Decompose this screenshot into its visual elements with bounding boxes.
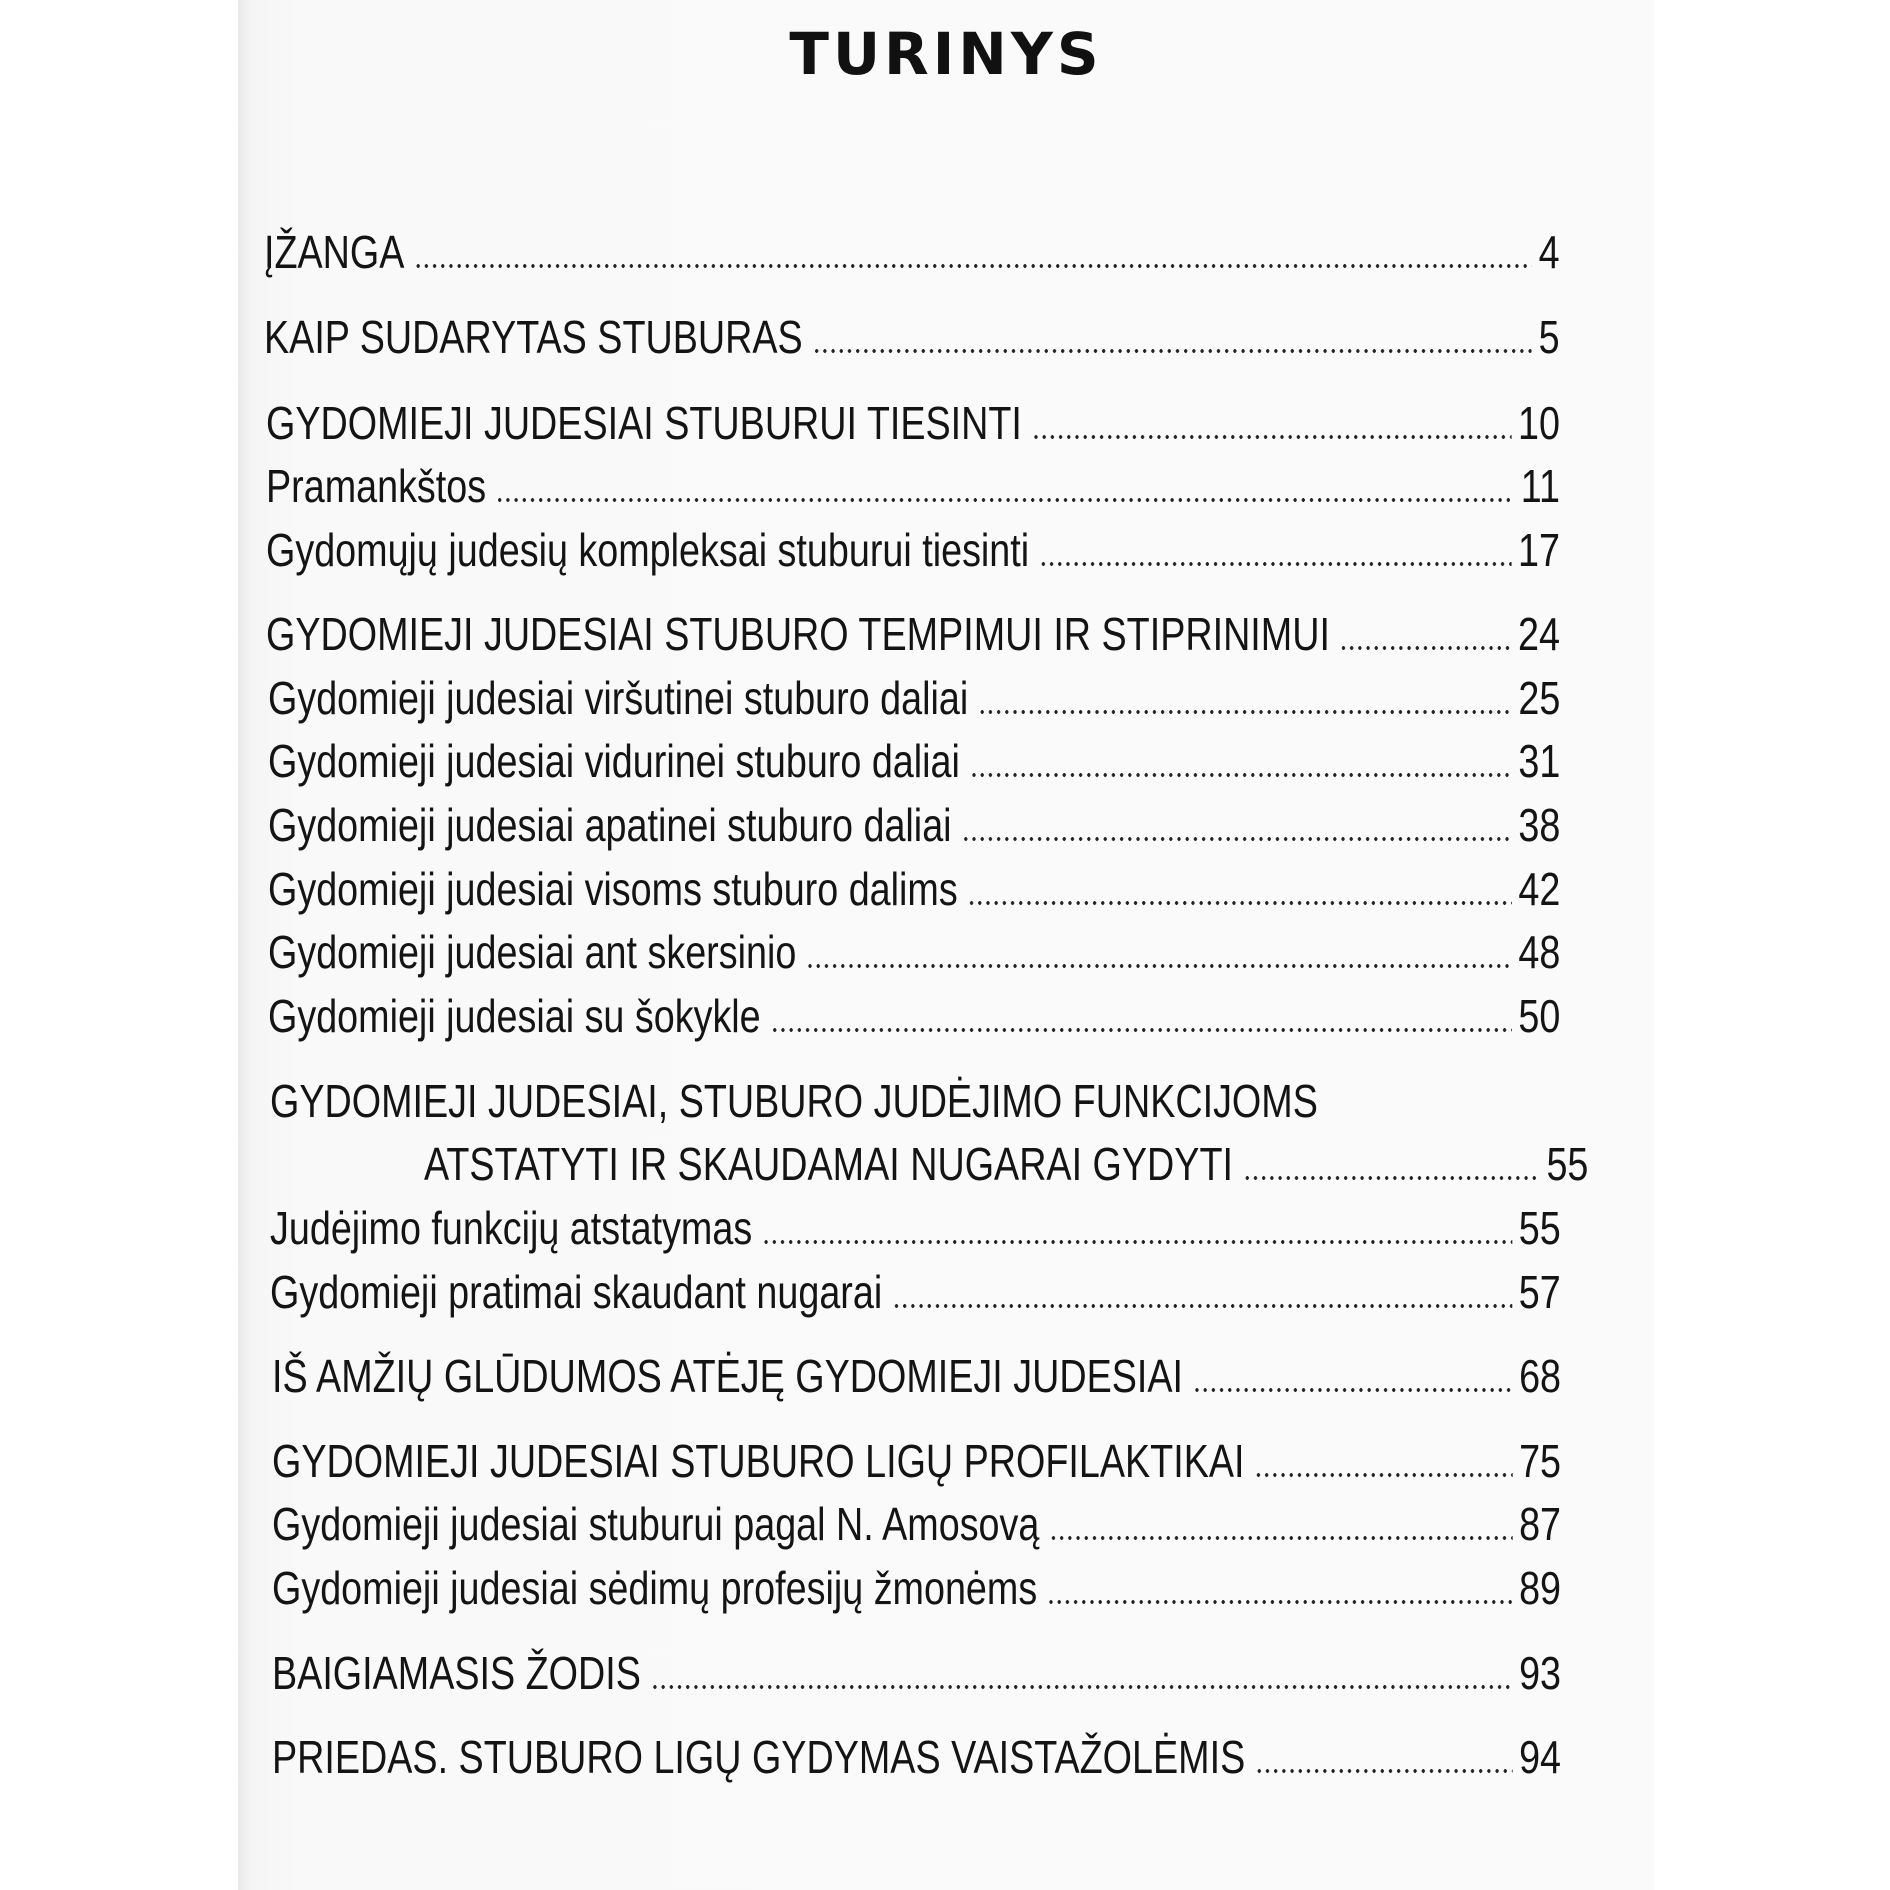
toc-entry: [272, 1732, 1561, 1782]
toc-entry-label: IŠ AMŽIŲ GLŪDUMOS ATĖJĘ GYDOMIEJI JUDESIAI: [272, 1350, 1184, 1402]
toc-page-number: 11: [1520, 460, 1560, 512]
leader-dots: [1193, 1388, 1513, 1392]
toc-entry-label: Gydomieji judesiai visoms stuburo dalims: [268, 863, 958, 915]
toc-entry-label: Gydomieji pratimai skaudant nugarai: [270, 1266, 883, 1318]
toc-entry: [272, 1499, 1561, 1549]
toc-page-number: 68: [1519, 1350, 1562, 1402]
toc-entry: [266, 609, 1560, 659]
toc-page-number: 10: [1517, 397, 1560, 449]
toc-page-number: 89: [1519, 1562, 1562, 1614]
toc-entry-label: BAIGIAMASIS ŽODIS: [272, 1647, 641, 1699]
toc-page-number: 38: [1518, 799, 1561, 851]
toc-entry-label: Gydomieji judesiai vidurinei stuburo daliai: [268, 735, 960, 787]
toc-page-number: 48: [1518, 926, 1561, 978]
toc-entry: [270, 1267, 1561, 1317]
leader-dots: [1255, 1769, 1512, 1773]
toc-entry-label: ATSTATYTI IR SKAUDAMAI NUGARAI GYDYTI: [424, 1138, 1233, 1190]
toc-entry-label: GYDOMIEJI JUDESIAI STUBURO TEMPIMUI IR STIPRINIMUI: [266, 608, 1330, 660]
toc-entry-label: Gydomieji judesiai apatinei stuburo daliai: [268, 799, 952, 851]
toc-entry: [268, 864, 1560, 914]
toc-page-number: 57: [1518, 1266, 1561, 1318]
leader-dots: [1340, 646, 1512, 650]
leader-dots: [978, 710, 1512, 714]
leader-dots: [970, 773, 1512, 777]
leader-dots: [961, 837, 1511, 841]
leader-dots: [892, 1304, 1512, 1308]
leader-dots: [496, 498, 1514, 502]
toc-entry: [266, 398, 1560, 448]
leader-dots: [806, 964, 1512, 968]
toc-page-number: 75: [1519, 1435, 1562, 1487]
toc-page-number: 5: [1538, 311, 1560, 363]
toc-entry-label: KAIP SUDARYTAS STUBURAS: [264, 311, 803, 363]
toc-page-number: 50: [1518, 990, 1561, 1042]
toc-page-number: 42: [1518, 863, 1561, 915]
toc-page-number: 17: [1517, 524, 1560, 576]
toc-entry-label: Gydomieji judesiai su šokykle: [268, 990, 761, 1042]
toc-entry: [268, 673, 1560, 723]
toc-page-number: 87: [1519, 1498, 1562, 1550]
toc-entry-label: GYDOMIEJI JUDESIAI STUBURUI TIESINTI: [266, 397, 1022, 449]
leader-dots: [813, 349, 1532, 353]
leader-dots: [1032, 435, 1512, 439]
leader-dots: [1049, 1536, 1512, 1540]
leader-dots: [414, 264, 1532, 268]
leader-dots: [1243, 1176, 1540, 1180]
toc-entry: [272, 1648, 1561, 1698]
toc-entry-label: ĮŽANGA: [264, 226, 405, 278]
toc-entry-label: Gydomieji judesiai ant skersinio: [268, 926, 797, 978]
toc-entry-label: Judėjimo funkcijų atstatymas: [270, 1202, 753, 1254]
leader-dots: [1039, 562, 1511, 566]
toc-page-number: 55: [1518, 1202, 1561, 1254]
leader-dots: [762, 1240, 1512, 1244]
page-title: TURINYS: [789, 20, 1103, 88]
toc-entry: [268, 800, 1560, 850]
toc-entry: [266, 525, 1560, 575]
toc-entry-label: Gydomųjų judesių kompleksai stuburui tiesinti: [266, 524, 1030, 576]
toc-entry-label: PRIEDAS. STUBURO LIGŲ GYDYMAS VAISTAŽOLĖMIS: [272, 1731, 1246, 1783]
toc-entry: [424, 1139, 1588, 1189]
toc-page-number: 31: [1518, 735, 1561, 787]
toc-page-number: 93: [1519, 1647, 1562, 1699]
toc-page-number: 24: [1517, 608, 1560, 660]
book-page: [238, 0, 1654, 1890]
toc-entry: [264, 227, 1560, 277]
toc-entry: [272, 1436, 1561, 1486]
toc-entry: [266, 461, 1560, 511]
toc-entry: [272, 1351, 1561, 1401]
toc-page-number: 55: [1546, 1138, 1589, 1190]
toc-entry: [264, 312, 1560, 362]
toc-entry: [268, 991, 1560, 1041]
toc-entry-label: GYDOMIEJI JUDESIAI STUBURO LIGŲ PROFILAKTIKAI: [272, 1435, 1245, 1487]
toc-entry-label: Gydomieji judesiai sėdimų profesijų žmonėms: [272, 1562, 1038, 1614]
toc-entry: [268, 736, 1560, 786]
leader-dots: [968, 901, 1512, 905]
toc-entry: [268, 927, 1560, 977]
toc-page-number: 25: [1518, 672, 1561, 724]
toc-entry-label: Gydomieji judesiai viršutinei stuburo daliai: [268, 672, 969, 724]
leader-dots: [651, 1685, 1513, 1689]
toc-page-number: 4: [1538, 226, 1560, 278]
toc-entry-label: Pramankštos: [266, 460, 487, 512]
leader-dots: [1254, 1473, 1512, 1477]
toc-page-number: 94: [1519, 1731, 1562, 1783]
toc-entry: [272, 1563, 1561, 1613]
toc-entry: [270, 1203, 1561, 1253]
leader-dots: [1047, 1600, 1512, 1604]
leader-dots: [771, 1028, 1512, 1032]
toc-entry-label: Gydomieji judesiai stuburui pagal N. Amosovą: [272, 1498, 1040, 1550]
toc-heading-first-line: GYDOMIEJI JUDESIAI, STUBURO JUDĖJIMO FUNKCIJOMS: [270, 1075, 1318, 1127]
